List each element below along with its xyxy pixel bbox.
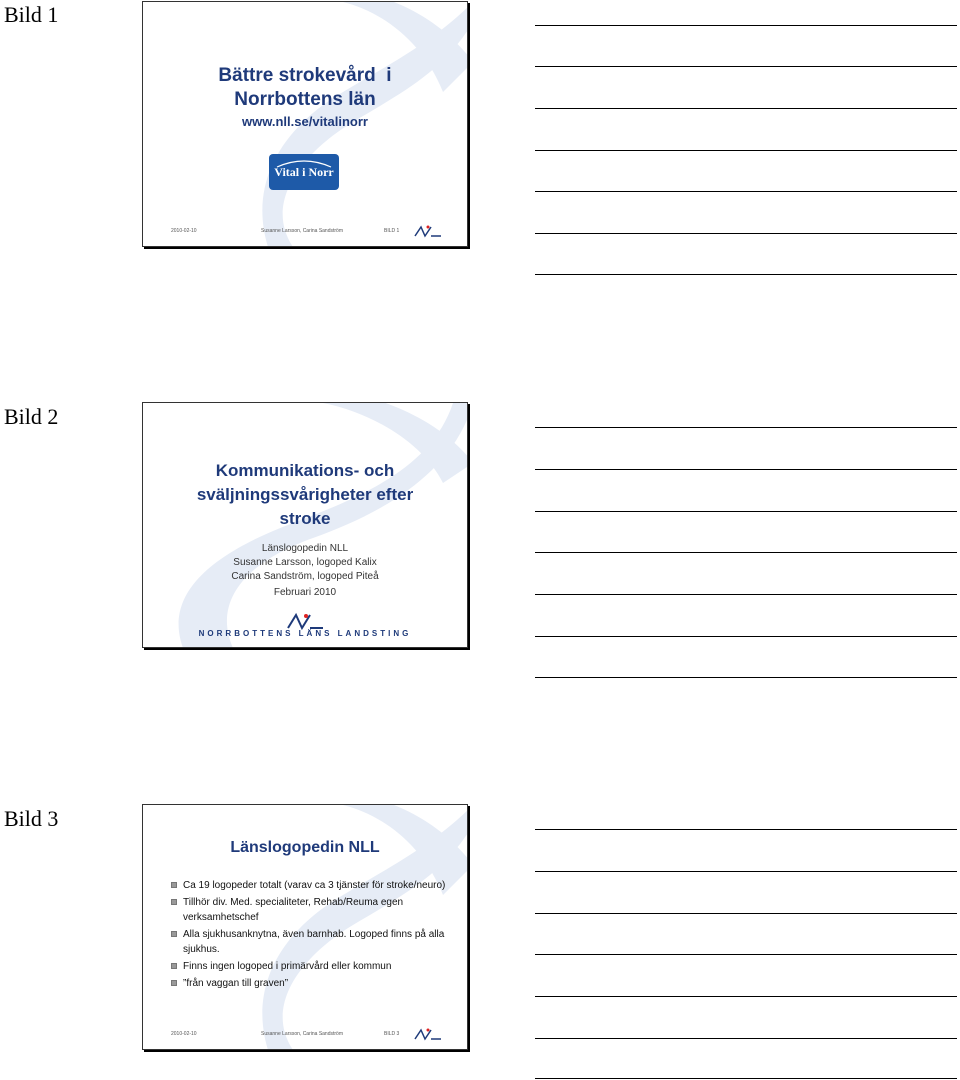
note-line	[535, 1038, 957, 1039]
note-line	[535, 954, 957, 955]
slide-label-3: Bild 3	[4, 806, 59, 831]
logo-text: Vital i Norr	[274, 165, 334, 179]
subtitle-line: Länslogopedin NLL	[261, 543, 349, 554]
nll-logo-icon	[413, 224, 443, 238]
title-line-2: Norrbottens län	[234, 89, 376, 110]
footer-date: 2010-02-10	[171, 1031, 197, 1037]
note-line	[535, 150, 957, 151]
note-line	[535, 1078, 957, 1079]
note-line	[535, 552, 957, 553]
slide-3[interactable]	[142, 804, 468, 1050]
slide-3-footer	[143, 1027, 467, 1041]
note-line	[535, 469, 957, 470]
org-name: NORRBOTTENS LÄNS LANDSTING	[198, 629, 412, 638]
footer-slide-number: BILD 3	[384, 1031, 400, 1037]
slide-2-subtitle	[143, 542, 467, 600]
list-item: Tillhör div. Med. specialiteter, Rehab/Reuma egen verksamhetschef	[171, 895, 455, 925]
footer-slide-number: BILD 1	[384, 228, 400, 234]
note-line	[535, 636, 957, 637]
note-line	[535, 996, 957, 997]
footer-date: 2010-02-10	[171, 228, 197, 234]
subtitle-line: Februari 2010	[273, 587, 337, 598]
footer-authors: Susanne Larsson, Carina Sandström	[261, 1031, 343, 1037]
note-line	[535, 66, 957, 67]
note-line	[535, 274, 957, 275]
note-line	[535, 677, 957, 678]
note-line	[535, 108, 957, 109]
slide-label-1: Bild 1	[4, 2, 59, 27]
slide-label-2: Bild 2	[4, 404, 59, 429]
note-line	[535, 427, 957, 428]
nll-logo-icon	[285, 612, 325, 630]
slide-1-title	[143, 64, 467, 132]
note-line	[535, 25, 957, 26]
title-url: www.nll.se/vitalinorr	[242, 114, 368, 129]
note-line	[535, 233, 957, 234]
note-line	[535, 913, 957, 914]
slide-3-title: Länslogopedin NLL	[230, 839, 380, 856]
subtitle-line: Carina Sandström, logoped Piteå	[231, 571, 379, 582]
nll-logo-icon	[413, 1027, 443, 1041]
list-item: ”från vaggan till graven”	[171, 976, 455, 991]
title-line-3: stroke	[279, 509, 331, 528]
slide-1-footer	[143, 224, 467, 238]
note-line	[535, 871, 957, 872]
note-line	[535, 511, 957, 512]
vital-i-norr-logo	[269, 154, 339, 190]
slide-2[interactable]	[142, 402, 468, 648]
title-line-1: Kommunikations- och	[215, 461, 395, 480]
title-line-1: Bättre strokevård i	[218, 65, 392, 86]
list-item: Finns ingen logoped i primärvård eller kommun	[171, 959, 455, 974]
footer-authors: Susanne Larsson, Carina Sandström	[261, 228, 343, 234]
title-line-2: sväljningssvårigheter efter	[196, 485, 414, 504]
bullet-list	[171, 878, 455, 993]
list-item: Alla sjukhusanknytna, även barnhab. Logoped finns på alla sjukhus.	[171, 927, 455, 957]
list-item: Ca 19 logopeder totalt (varav ca 3 tjänster för stroke/neuro)	[171, 878, 455, 893]
slide-2-title	[143, 459, 467, 531]
subtitle-line: Susanne Larsson, logoped Kalix	[233, 557, 377, 568]
slide-1[interactable]	[142, 1, 468, 247]
note-line	[535, 829, 957, 830]
note-line	[535, 191, 957, 192]
note-line	[535, 594, 957, 595]
